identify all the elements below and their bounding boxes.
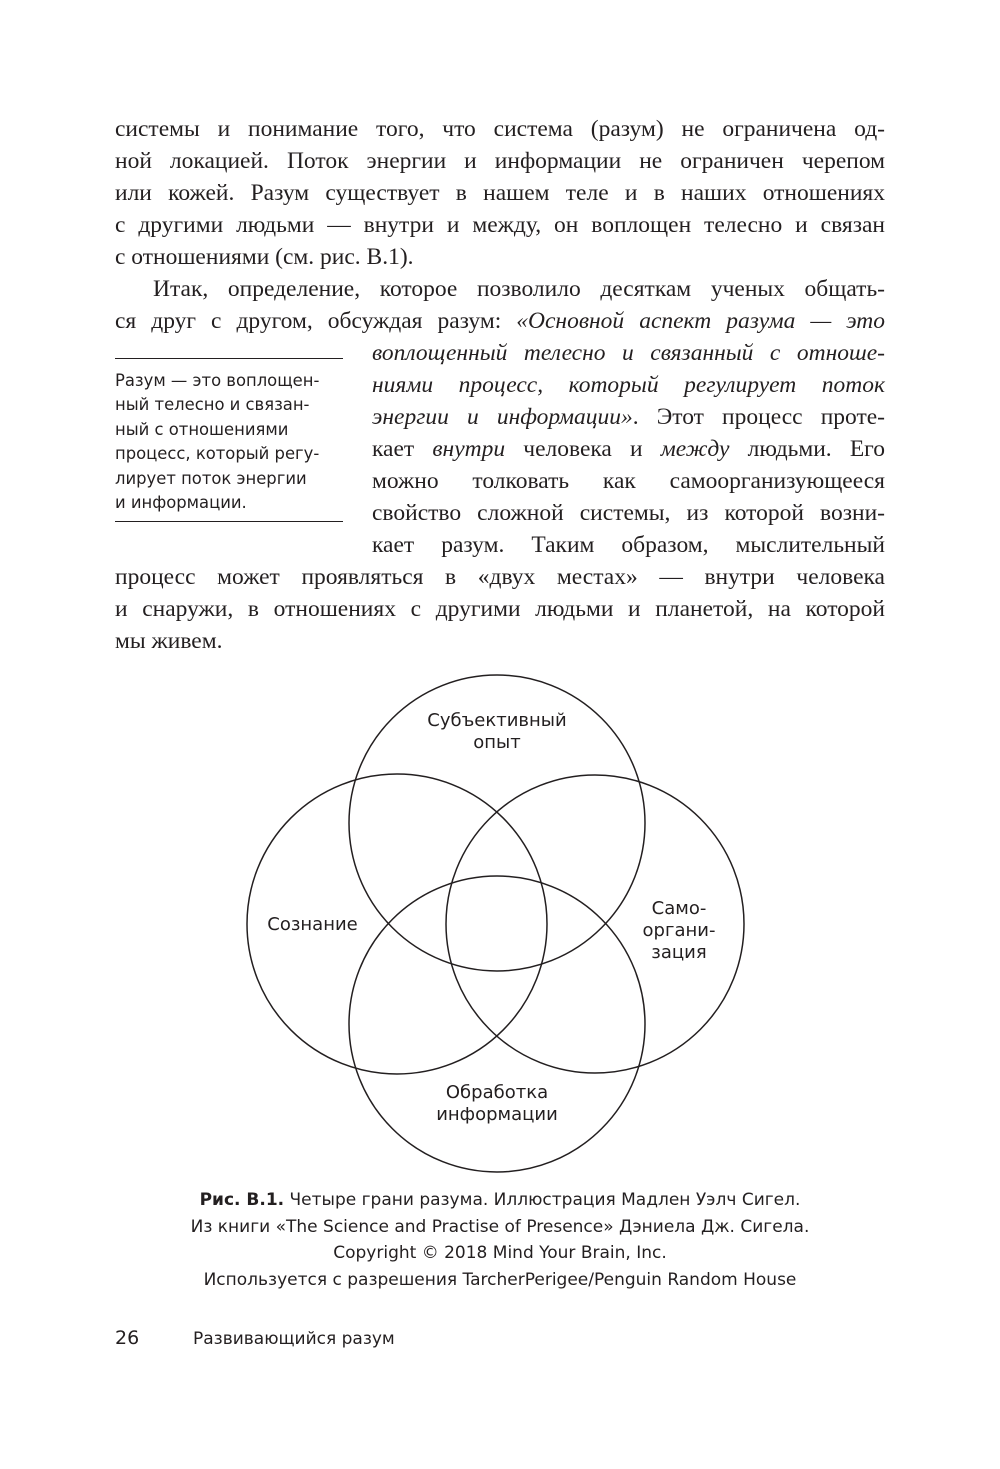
body-text: человека и	[505, 436, 661, 462]
caption-line	[115, 1187, 885, 1214]
caption-line: Copyright © 2018 Mind Your Brain, Inc.	[333, 1243, 667, 1263]
venn-label-right: Само- органи- зация	[642, 898, 716, 963]
body-line: с отношениями (см. рис. В.1).	[115, 244, 414, 270]
caption-label: Рис. В.1.	[199, 1190, 285, 1210]
body-line: свойство сложной системы, из которой возни-	[372, 500, 885, 526]
definition-quote: «Основной аспект разума — это	[516, 308, 885, 334]
caption-line: Используется с разрешения TarcherPerigee/Penguin Random House	[203, 1269, 797, 1290]
definition-quote: ниями процесс, который регулирует поток	[372, 372, 885, 398]
body-line: с другими людьми — внутри и между, он воплощен телесно и связан	[115, 212, 885, 238]
body-text: кает	[372, 436, 433, 462]
definition-quote: воплощенный телесно и связанный с отноше-	[372, 340, 885, 366]
definition-quote: энергии и информации»	[372, 404, 633, 430]
body-line: процесс может проявляться в «двух местах» — внутри человека	[115, 564, 885, 590]
venn-label-left: Сознание	[267, 914, 358, 935]
caption-line: Из книги «The Science and Practise of Presence» Дэниела Дж. Сигела.	[190, 1216, 810, 1237]
running-title: Развивающийся разум	[193, 1329, 395, 1349]
venn-label-top: Субъективный опыт	[427, 710, 567, 753]
body-line: мы живем.	[115, 628, 223, 654]
body-text: ся друг с другом, обсуждая разум:	[115, 308, 517, 334]
caption-text: Четыре грани разума. Иллюстрация Мадлен Уэлч Сигел.	[284, 1190, 801, 1210]
figure-caption	[115, 1187, 885, 1293]
emphasis: между	[660, 436, 730, 462]
body-line: и снаружи, в отношениях с другими людьми и планетой, на которой	[115, 596, 885, 622]
body-line: системы и понимание того, что система (разум) не ограничена од-	[115, 116, 885, 142]
page-number: 26	[115, 1327, 140, 1349]
body-text: . Этот процесс проте-	[632, 404, 885, 430]
body-line: можно толковать как самоорганизующееся	[372, 468, 885, 494]
body-line: ной локацией. Поток энергии и информации не ограничен черепом	[115, 148, 885, 174]
venn-label-bottom: Обработка информации	[436, 1082, 558, 1125]
emphasis: внутри	[432, 436, 506, 462]
body-line: Итак, определение, которое позволило десяткам ученых общать-	[153, 276, 885, 302]
body-line: кает разум. Таким образом, мыслительный	[372, 532, 885, 558]
body-text: людьми. Его	[729, 436, 885, 462]
body-line: или кожей. Разум существует в нашем теле и в наших отношениях	[115, 180, 885, 206]
circle-information-processing	[349, 876, 645, 1172]
sidebar-text: Разум — это воплощен- ный телесно и связан- ный с отношениями процесс, который регу- лирует поток энергии и информации.	[115, 371, 320, 513]
